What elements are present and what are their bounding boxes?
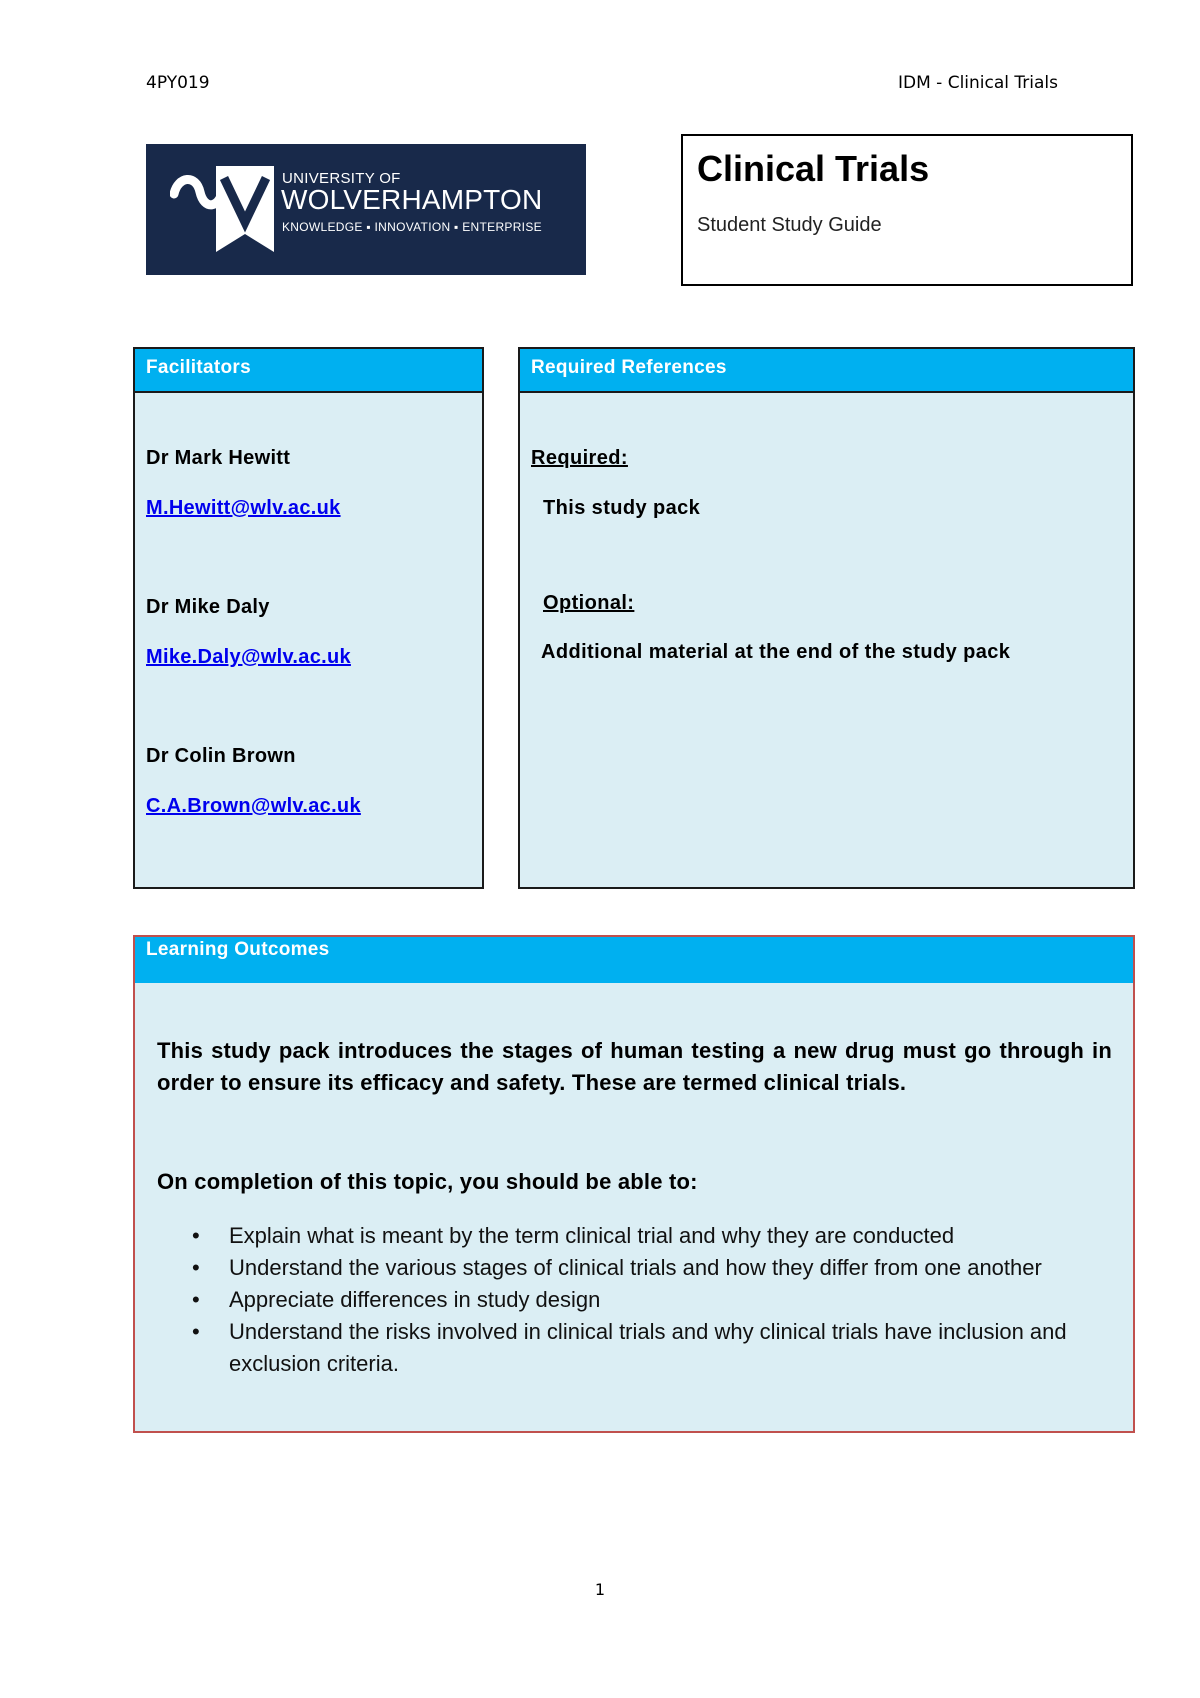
bullet-icon: • — [192, 1223, 200, 1248]
list-item-text: Explain what is meant by the term clinical trial and why they are conducted — [229, 1223, 955, 1248]
facilitators-header — [135, 349, 482, 393]
facilitators-panel — [133, 347, 484, 889]
learning-outcomes-heading: Learning Outcomes — [146, 939, 330, 960]
learning-outcomes-panel — [133, 935, 1135, 1433]
list-item — [157, 1316, 1117, 1380]
required-label: Required: — [531, 447, 628, 469]
list-item — [157, 1220, 1117, 1252]
facilitator-email-link[interactable]: C.A.Brown@wlv.ac.uk — [146, 795, 361, 817]
facilitators-heading: Facilitators — [146, 357, 251, 378]
logo-tagline: KNOWLEDGE ▪ INNOVATION ▪ ENTERPRISE — [282, 220, 542, 234]
facilitator-name: Dr Mike Daly — [146, 596, 270, 618]
bullet-icon: • — [192, 1287, 200, 1312]
university-logo — [146, 144, 586, 275]
list-item-text: Appreciate differences in study design — [229, 1287, 601, 1312]
required-text: This study pack — [543, 497, 701, 519]
list-item — [157, 1284, 1117, 1316]
logo-line-2: WOLVERHAMPTON — [281, 184, 543, 215]
document-title: Clinical Trials — [697, 148, 930, 189]
references-header — [520, 349, 1133, 393]
optional-label: Optional: — [543, 592, 635, 614]
list-item — [157, 1252, 1117, 1284]
references-panel — [518, 347, 1135, 889]
document-subtitle: Student Study Guide — [697, 214, 882, 236]
outcomes-list — [157, 1220, 1117, 1380]
facilitator-name: Dr Colin Brown — [146, 745, 296, 767]
learning-outcomes-header — [135, 937, 1133, 983]
course-code: 4PY019 — [146, 73, 210, 93]
logo-line-1: UNIVERSITY OF — [282, 170, 401, 187]
university-emblem-icon — [170, 166, 275, 252]
module-title: IDM - Clinical Trials — [897, 73, 1058, 93]
optional-text: Additional material at the end of the study pack — [541, 641, 1011, 663]
facilitator-email-link[interactable]: Mike.Daly@wlv.ac.uk — [146, 646, 351, 668]
facilitator-email-link[interactable]: M.Hewitt@wlv.ac.uk — [146, 497, 341, 519]
list-item-text: Understand the risks involved in clinical trials and why clinical trials have inclusion and exclusion criteria. — [229, 1319, 1067, 1376]
facilitator-name: Dr Mark Hewitt — [146, 447, 291, 469]
bullet-icon: • — [192, 1255, 200, 1280]
title-box — [681, 134, 1133, 286]
list-item-text: Understand the various stages of clinical trials and how they differ from one another — [229, 1255, 1042, 1280]
outcomes-intro: This study pack introduces the stages of human testing a new drug must go through in order to ensure its efficacy and safety. These are termed clinical trials. — [157, 1038, 1112, 1095]
references-heading: Required References — [531, 357, 727, 378]
page-number: 1 — [594, 1580, 606, 1599]
outcomes-lead: On completion of this topic, you should be able to: — [157, 1169, 698, 1194]
bullet-icon: • — [192, 1319, 200, 1344]
